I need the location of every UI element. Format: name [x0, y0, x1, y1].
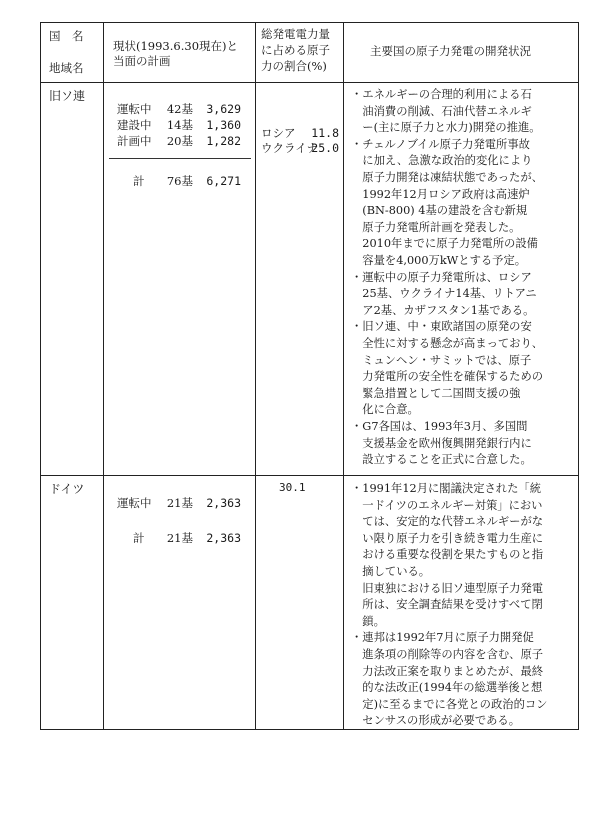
- header-status-line1: 現状(1993.6.30現在)と: [113, 39, 239, 53]
- development-line: 支援基金を欧州復興開発銀行内に: [351, 436, 532, 450]
- development-line: ・運転中の原子力発電所は、ロシア: [351, 270, 532, 284]
- development-line: 2010年までに原子力発電所の設備: [351, 237, 538, 251]
- plant-status: 運転中: [117, 102, 152, 116]
- development-line: (BN-800) 4基の建設を含む新規: [351, 204, 528, 218]
- development-line: に加え、急激な政治的変化により: [351, 154, 533, 168]
- development-line: 原子力発電所計画を発表した。: [351, 220, 521, 234]
- share-value: 25.0: [311, 141, 339, 155]
- development-line: 摘している。: [351, 565, 431, 578]
- share-value: 30.1: [279, 481, 306, 494]
- development-line: ・旧ソ連、中・東欧諸国の原発の安: [351, 320, 532, 334]
- column-divider: [255, 23, 256, 729]
- header-status-line2: 当面の計画: [113, 54, 171, 68]
- development-line: 進条項の削除等の内容を含む、原子: [351, 648, 544, 661]
- plant-status: 建設中: [117, 118, 152, 132]
- development-line: 化に合意。: [351, 403, 419, 417]
- development-line: い限り原子力を引き続き電力生産に: [351, 531, 544, 545]
- development-line: おける重要な役割を果たすものと指: [351, 548, 544, 562]
- development-line: 定)に至るまでに各党との政治的コン: [351, 697, 548, 711]
- total-label: 計: [133, 531, 145, 545]
- development-line: 鎖。: [351, 614, 385, 628]
- plant-units: 21基: [166, 496, 193, 510]
- total-units: 21基: [166, 531, 193, 545]
- development-line: 容量を4,000万kWとする予定。: [351, 254, 527, 267]
- development-line: 25基、ウクライナ14基、リトアニ: [351, 287, 537, 301]
- development-line: 的な法改正(1994年の総選挙後と想: [351, 681, 543, 695]
- column-divider: [103, 23, 104, 729]
- header-share-line2: に占める原子: [261, 43, 330, 57]
- plant-status: 計画中: [117, 134, 152, 148]
- header-country: 国 名: [49, 29, 84, 43]
- plant-units: 42基: [166, 102, 193, 116]
- development-line: 全性に対する懸念が高まっており、: [351, 337, 544, 350]
- plant-units: 14基: [166, 118, 193, 132]
- development-line: 力発電所の安全性を確保するための: [351, 370, 544, 384]
- development-line: ・チェルノブイル原子力発電所事故: [351, 137, 530, 151]
- total-capacity: 2,363: [206, 531, 241, 545]
- plant-capacity: 2,363: [206, 496, 241, 510]
- development-line: 所は、安全調査結果を受けすべて閉: [351, 598, 543, 612]
- development-line: 油消費の削減、石油代替エネルギ: [351, 104, 532, 118]
- country-name: ドイツ: [49, 482, 85, 496]
- share-country: ロシア: [261, 126, 296, 140]
- development-line: 緊急措置として二国間支援の強: [351, 386, 521, 400]
- total-units: 76基: [166, 174, 193, 188]
- development-line: 旧東独における旧ソ連型原子力発電: [351, 581, 544, 595]
- subtotal-rule: [109, 158, 251, 159]
- total-capacity: 6,271: [206, 174, 241, 188]
- nuclear-development-table: [40, 22, 579, 730]
- country-name: 旧ソ連: [49, 89, 86, 103]
- development-line: ・1991年12月に閣議決定された「統: [351, 482, 541, 495]
- development-line: ミュンヘン・サミットでは、原子: [351, 353, 532, 367]
- plant-units: 20基: [166, 134, 193, 148]
- header-share-line3: 力の割合(%): [261, 59, 327, 73]
- plant-capacity: 1,282: [206, 134, 241, 148]
- header-share-line1: 総発電電力量: [261, 27, 330, 41]
- plant-status: 運転中: [117, 496, 152, 510]
- development-line: 設立することを正式に合意した。: [351, 453, 532, 467]
- development-line: 原子力開発は凍結状態であったが、: [351, 171, 543, 184]
- share-country: ウクライナ: [261, 141, 319, 155]
- plant-capacity: 1,360: [206, 118, 241, 132]
- header-development: 主要国の原子力発電の開発状況: [370, 44, 531, 58]
- development-line: 力法改正案を取りまとめたが、最終: [351, 664, 544, 678]
- development-line: ・連邦は1992年7月に原子力開発促: [351, 631, 534, 645]
- development-line: ー(主に原子力と水力)開発の推進。: [351, 121, 541, 135]
- development-line: ・エネルギーの合理的利用による石: [351, 88, 532, 101]
- row-divider: [41, 475, 578, 476]
- plant-capacity: 3,629: [206, 102, 241, 116]
- header-region: 地域名: [49, 61, 84, 75]
- development-line: センサスの形成が必要である。: [351, 714, 521, 728]
- total-label: 計: [133, 174, 145, 188]
- development-line: ては、安定的な代替エネルギーがな: [351, 515, 544, 529]
- header-divider: [41, 82, 578, 83]
- development-line: ・G7各国は、1993年3月、多国間: [351, 420, 528, 433]
- share-value: 11.8: [311, 126, 339, 140]
- column-divider: [343, 23, 344, 729]
- development-line: ア2基、カザフスタン1基である。: [351, 303, 535, 317]
- development-line: 一ドイツのエネルギー対策」におい: [351, 498, 543, 512]
- development-line: 1992年12月ロシア政府は高速炉: [351, 187, 530, 201]
